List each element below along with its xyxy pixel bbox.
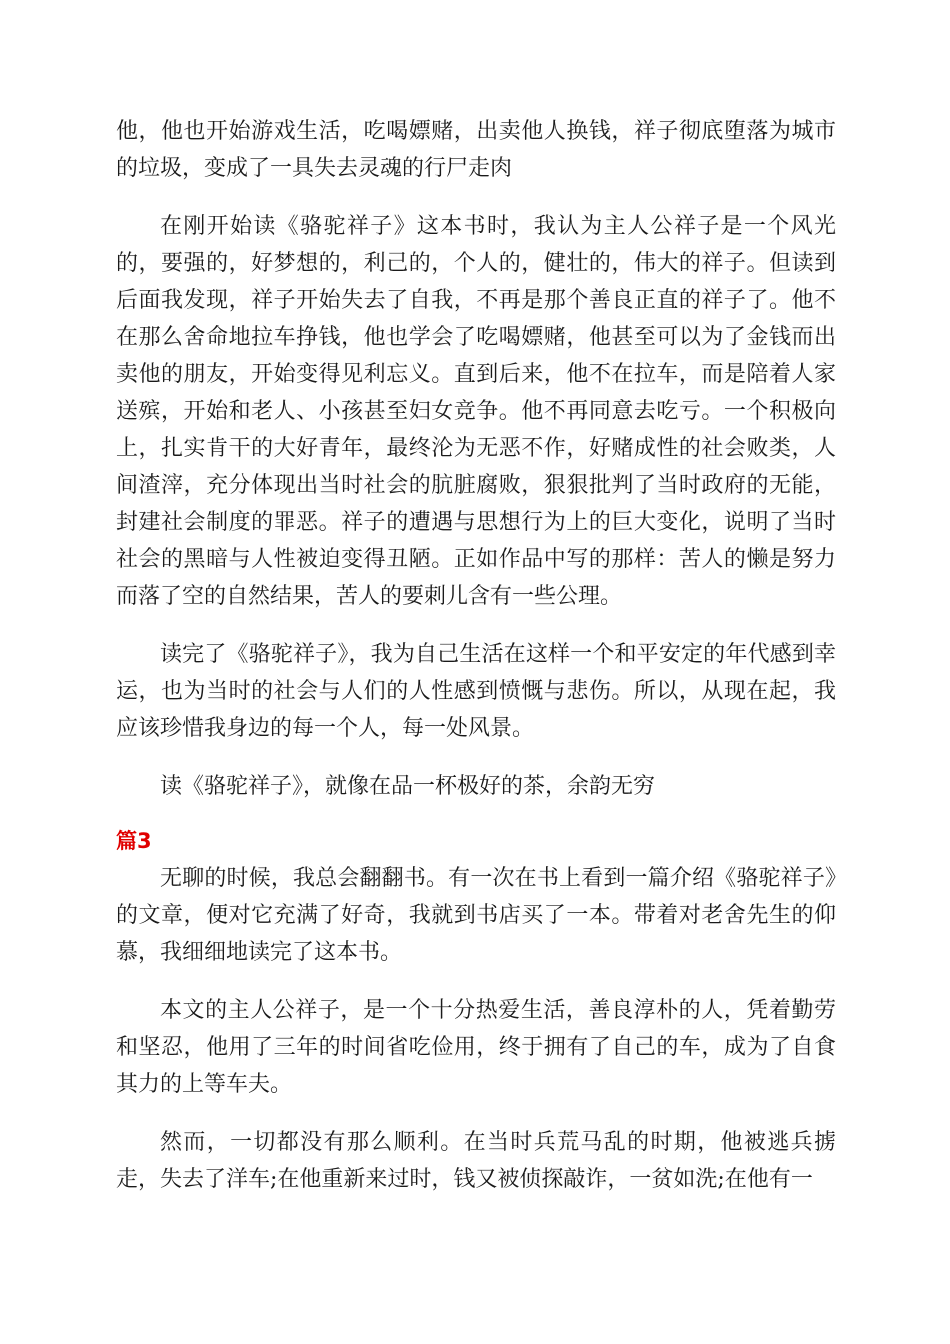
paragraph-5: 无聊的时候，我总会翻翻书。有一次在书上看到一篇介绍《骆驼祥子》的文章，便对它充满了好奇，我就到书店买了一本。带着对老舍先生的仰慕，我细细地读完了这本书。 (116, 866, 836, 965)
paragraph-7: 然而，一切都没有那么顺利。在当时兵荒马乱的时期，他被逃兵掳走，失去了洋车;在他重新来过时，钱又被侦探敲诈，一贫如洗;在他有一 (116, 1130, 836, 1192)
paragraph-2: 在刚开始读《骆驼祥子》这本书时，我认为主人公祥子是一个风光的，要强的，好梦想的，利己的，个人的，健壮的，伟大的祥子。但读到后面我发现，祥子开始失去了自我，不再是那个善良正直的祥子了。他不在那么舍命地拉车挣钱，他也学会了吃喝嫖赌，他甚至可以为了金钱而出卖他的朋友，开始变得见利忘义。直到后来，他不在拉车，而是陪着人家送殡，开始和老人、小孩甚至妇女竞争。他不再同意去吃亏。一个积极向上，扎实肯干的大好青年，最终沦为无恶不作，好赌成性的社会败类，人间渣滓，充分体现出当时社会的肮脏腐败，狠狠批判了当时政府的无能，封建社会制度的罪恶。祥子的遭遇与思想行为上的巨大变化，说明了当时社会的黑暗与人性被迫变得丑陋。正如作品中写的那样：苦人的懒是努力而落了空的自然结果，苦人的要刺儿含有一些公理。 (116, 214, 836, 609)
paragraph-4: 读《骆驼祥子》，就像在品一杯极好的茶，余韵无穷 (160, 774, 656, 799)
paragraph-1: 他，他也开始游戏生活，吃喝嫖赌，出卖他人换钱，祥子彻底堕落为城市的垃圾，变成了一具失去灵魂的行尸走肉 (116, 119, 836, 181)
paragraph-6: 本文的主人公祥子，是一个十分热爱生活，善良淳朴的人，凭着勤劳和坚忍，他用了三年的时间省吃俭用，终于拥有了自己的车，成为了自食其力的上等车夫。 (116, 998, 836, 1097)
section-heading: 篇3 (116, 829, 152, 853)
document-body (116, 113, 836, 1219)
paragraph-3: 读完了《骆驼祥子》，我为自己生活在这样一个和平安定的年代感到幸运，也为当时的社会与人们的人性感到愤慨与悲伤。所以，从现在起，我应该珍惜我身边的每一个人，每一处风景。 (116, 642, 836, 741)
